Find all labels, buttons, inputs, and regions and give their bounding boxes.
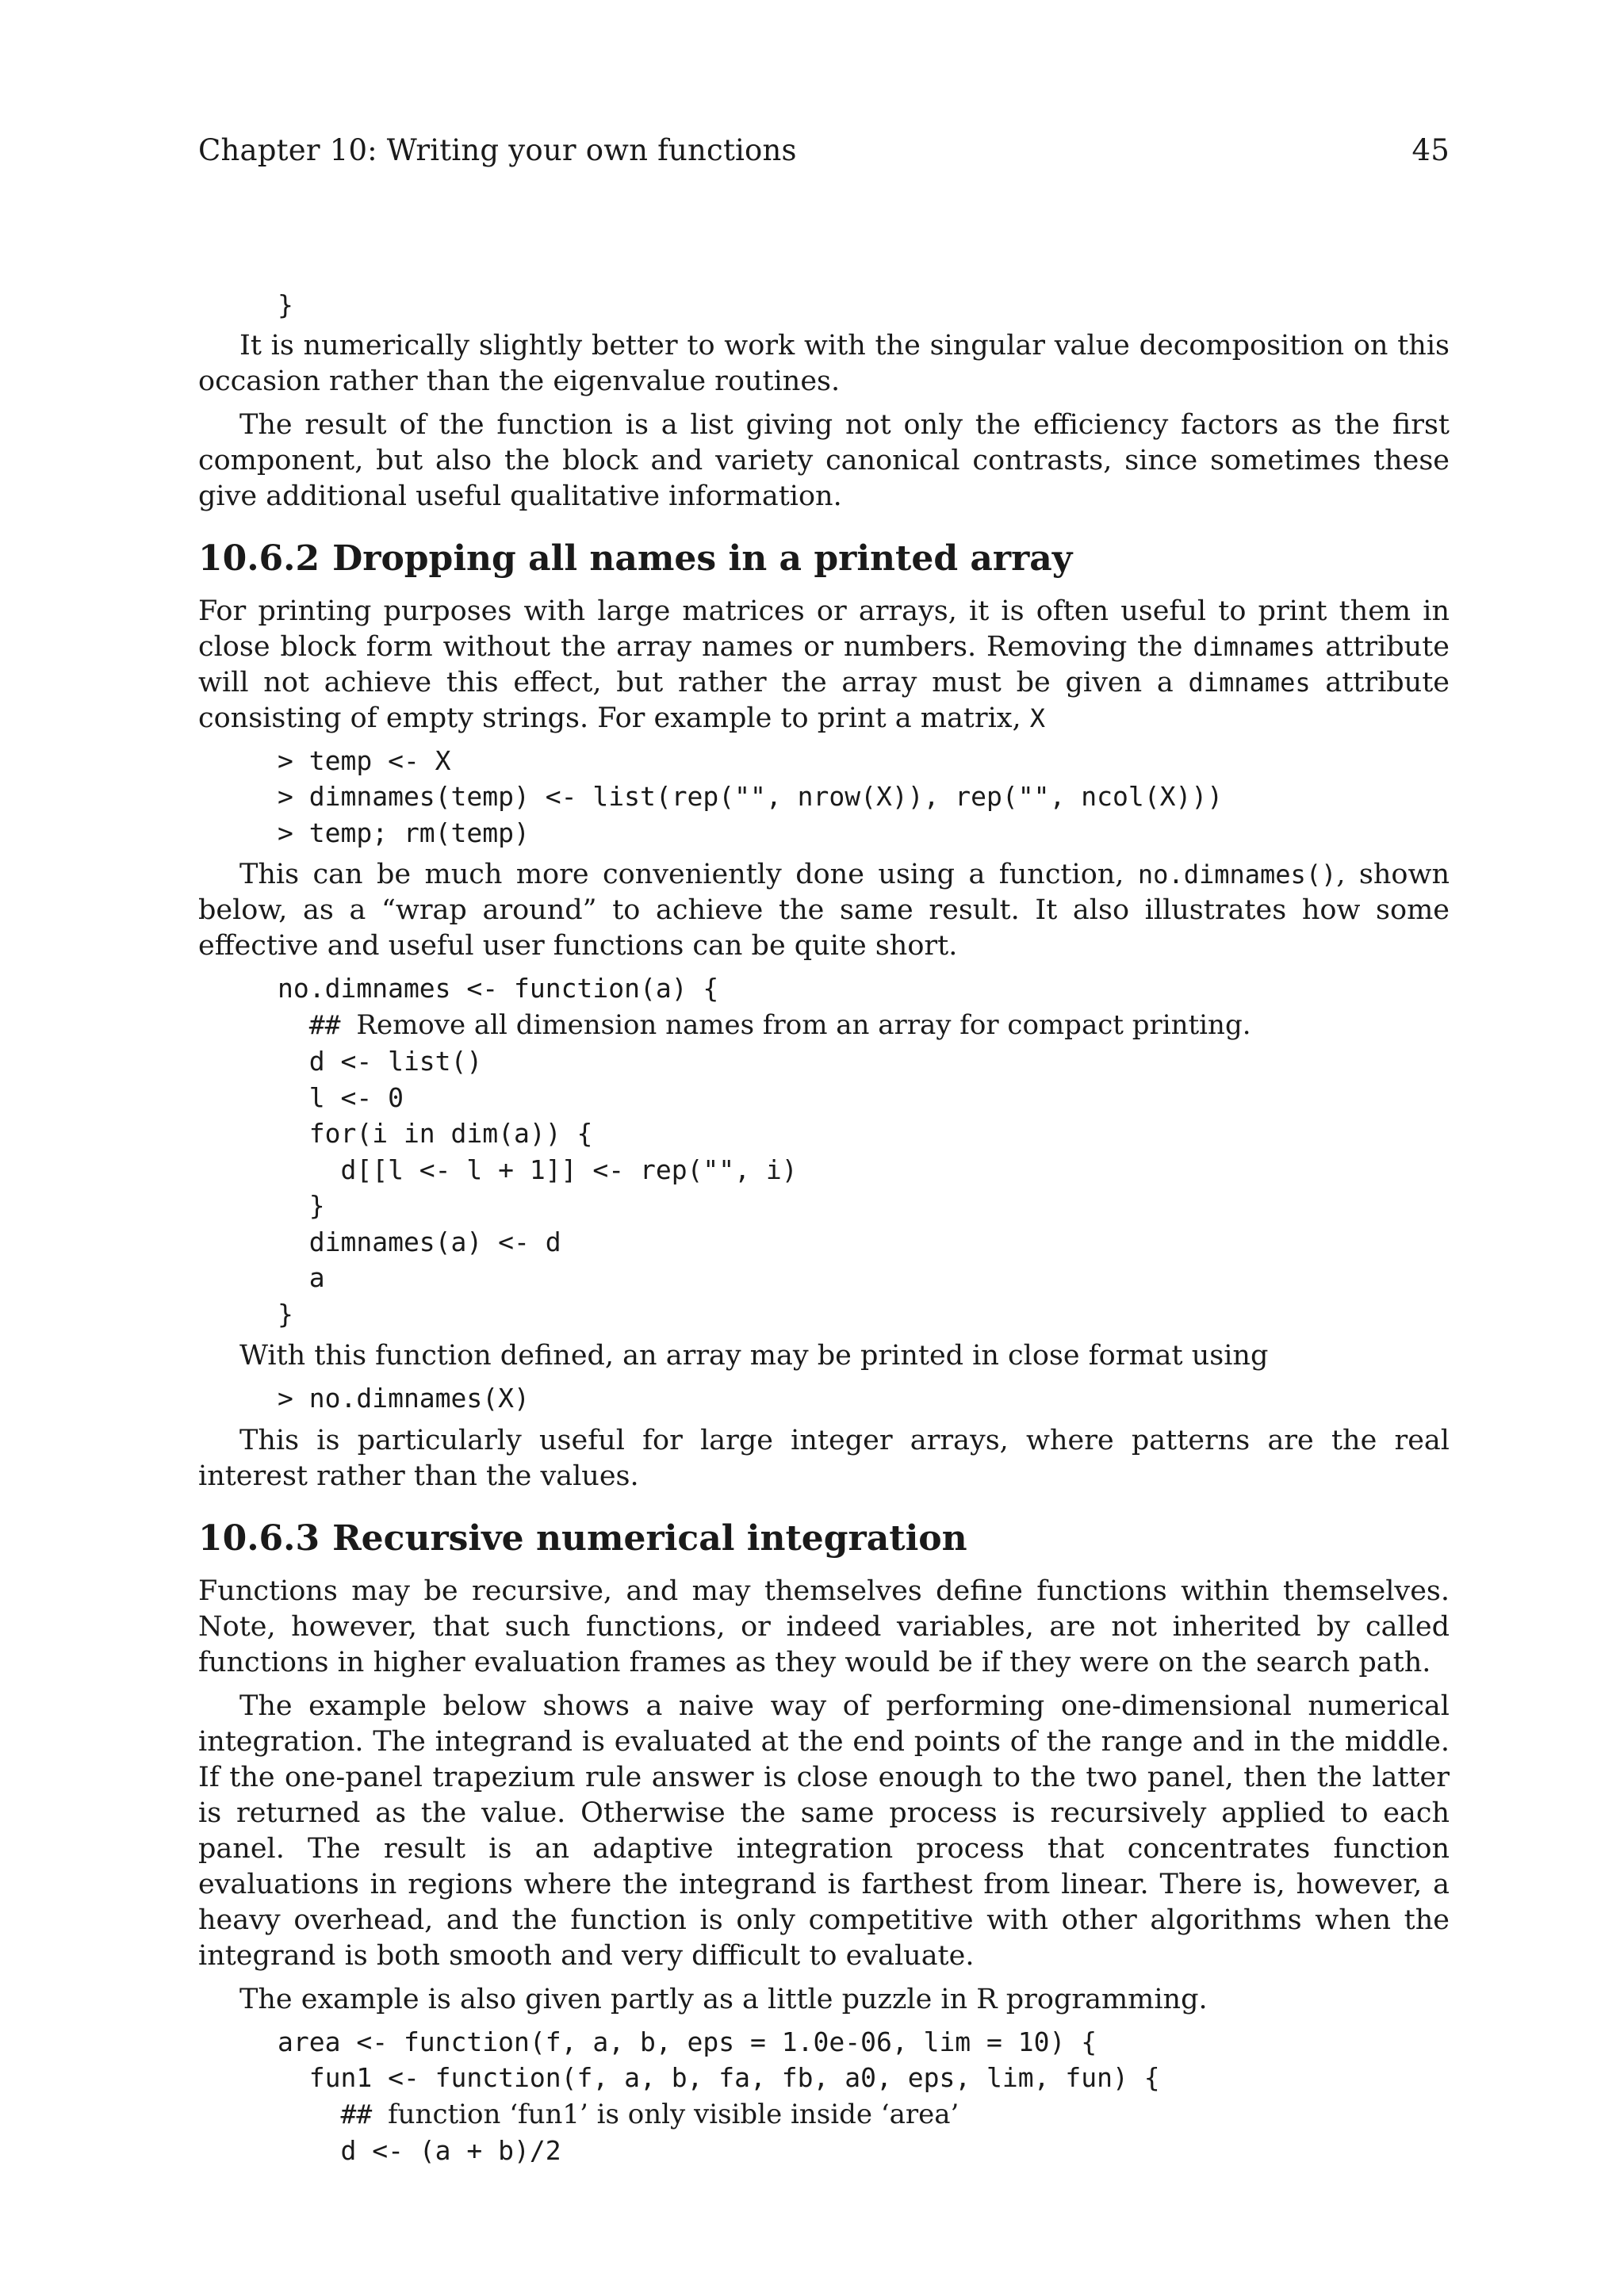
code-comment: function ‘fun1’ is only visible inside ‘area’	[388, 2098, 959, 2130]
chapter-title: Chapter 10: Writing your own functions	[198, 133, 797, 167]
page-number: 45	[1411, 133, 1450, 167]
code-block-call: > no.dimnames(X)	[278, 1383, 530, 1414]
page-content	[198, 287, 1450, 2175]
code-line: ##	[278, 2098, 389, 2130]
code-line: d[[l <- l + 1]] <- rep("", i)	[278, 1154, 798, 1185]
code-block-no-dimnames	[198, 970, 1450, 1332]
code-line: > dimnames(temp) <- list(rep("", nrow(X)), rep("", ncol(X)))	[278, 781, 1224, 812]
section-title: Dropping all names in a printed array	[332, 538, 1073, 579]
code-line: d <- (a + b)/2	[278, 2135, 561, 2166]
section-heading-10-6-2	[198, 537, 1450, 581]
code-closing-brace: }	[278, 289, 293, 320]
inline-code: dimnames	[1188, 667, 1311, 698]
code-line: no.dimnames <- function(a) {	[278, 973, 719, 1004]
paragraph-integer-arrays: This is particularly useful for large integer arrays, where patterns are the real interest rather than the values.	[198, 1424, 1450, 1492]
section-number: 10.6.2	[198, 538, 320, 579]
inline-code: dimnames	[1193, 631, 1316, 662]
code-block-area	[198, 2024, 1450, 2169]
code-line: d <- list()	[278, 1046, 483, 1077]
code-line: fun1 <- function(f, a, b, fa, fb, a0, eps, lim, fun) {	[278, 2062, 1160, 2093]
code-line: dimnames(a) <- d	[278, 1226, 561, 1257]
code-line: ##	[278, 1008, 357, 1040]
code-line: }	[278, 1298, 293, 1330]
running-header	[198, 133, 1450, 167]
inline-code: X	[1029, 702, 1046, 733]
code-line: > temp; rm(temp)	[278, 817, 530, 848]
paragraph-puzzle: The example is also given partly as a little puzzle in R programming.	[239, 1983, 1208, 2015]
section-heading-10-6-3	[198, 1517, 1450, 1561]
paragraph-close-format: With this function defined, an array may be printed in close format using	[239, 1340, 1269, 1372]
paragraph-wrap-around: This can be much more conveniently done using a function, no.dimnames(), shown below, as a “wrap around” to achieve the same result. It also illustrates how some effective and useful user functions can be quite short.	[198, 859, 1450, 962]
paragraph-function-result: The result of the function is a list giving not only the efficiency factors as the first component, but also the block and variety canonical contrasts, since sometimes these give additional useful qualitative information.	[198, 408, 1450, 512]
code-line: a	[278, 1262, 325, 1293]
paragraph-integration-example: The example below shows a naive way of performing one-dimensional numerical integration. The integrand is evaluated at the end points of the range and in the middle. If the one-panel trapezium rule answer is close enough to the two panel, then the latter is returned as the value. Otherwise the same process is recursively applied to each panel. The result is an adaptive integration process that concentrates function evaluations in regions where the integrand is farthest from linear. There is, however, a heavy overhead, and the function is only competitive with other algorithms when the integrand is both smooth and very difficult to evaluate.	[198, 1689, 1450, 1972]
code-line: area <- function(f, a, b, eps = 1.0e-06, lim = 10) {	[278, 2026, 1097, 2057]
code-line: > temp <- X	[278, 744, 451, 776]
code-line: l <- 0	[278, 1081, 404, 1113]
section-number: 10.6.3	[198, 1517, 320, 1559]
inline-code: no.dimnames()	[1137, 859, 1337, 890]
code-line: for(i in dim(a)) {	[278, 1118, 593, 1149]
code-line: }	[278, 1190, 325, 1221]
code-block-temp	[198, 743, 1450, 851]
paragraph-recursive: Functions may be recursive, and may themselves define functions within themselves. Note, however, that such functions, or indeed variables, are not inherited by called functions in higher evaluation frames as they would be if they were on the search path.	[198, 1575, 1450, 1678]
paragraph-printing-purposes: For printing purposes with large matrices or arrays, it is often useful to print them in close block form without the array names or numbers. Removing the dimnames attribute will not achieve this effect, but rather the array must be given a dimnames attribute consisting of empty strings. For example to print a matrix, X	[198, 595, 1450, 734]
code-comment: Remove all dimension names from an array for compact printing.	[356, 1008, 1251, 1041]
section-title: Recursive numerical integration	[332, 1517, 967, 1559]
paragraph-svd: It is numerically slightly better to work with the singular value decomposition on this occasion rather than the eigenvalue routines.	[198, 329, 1450, 397]
